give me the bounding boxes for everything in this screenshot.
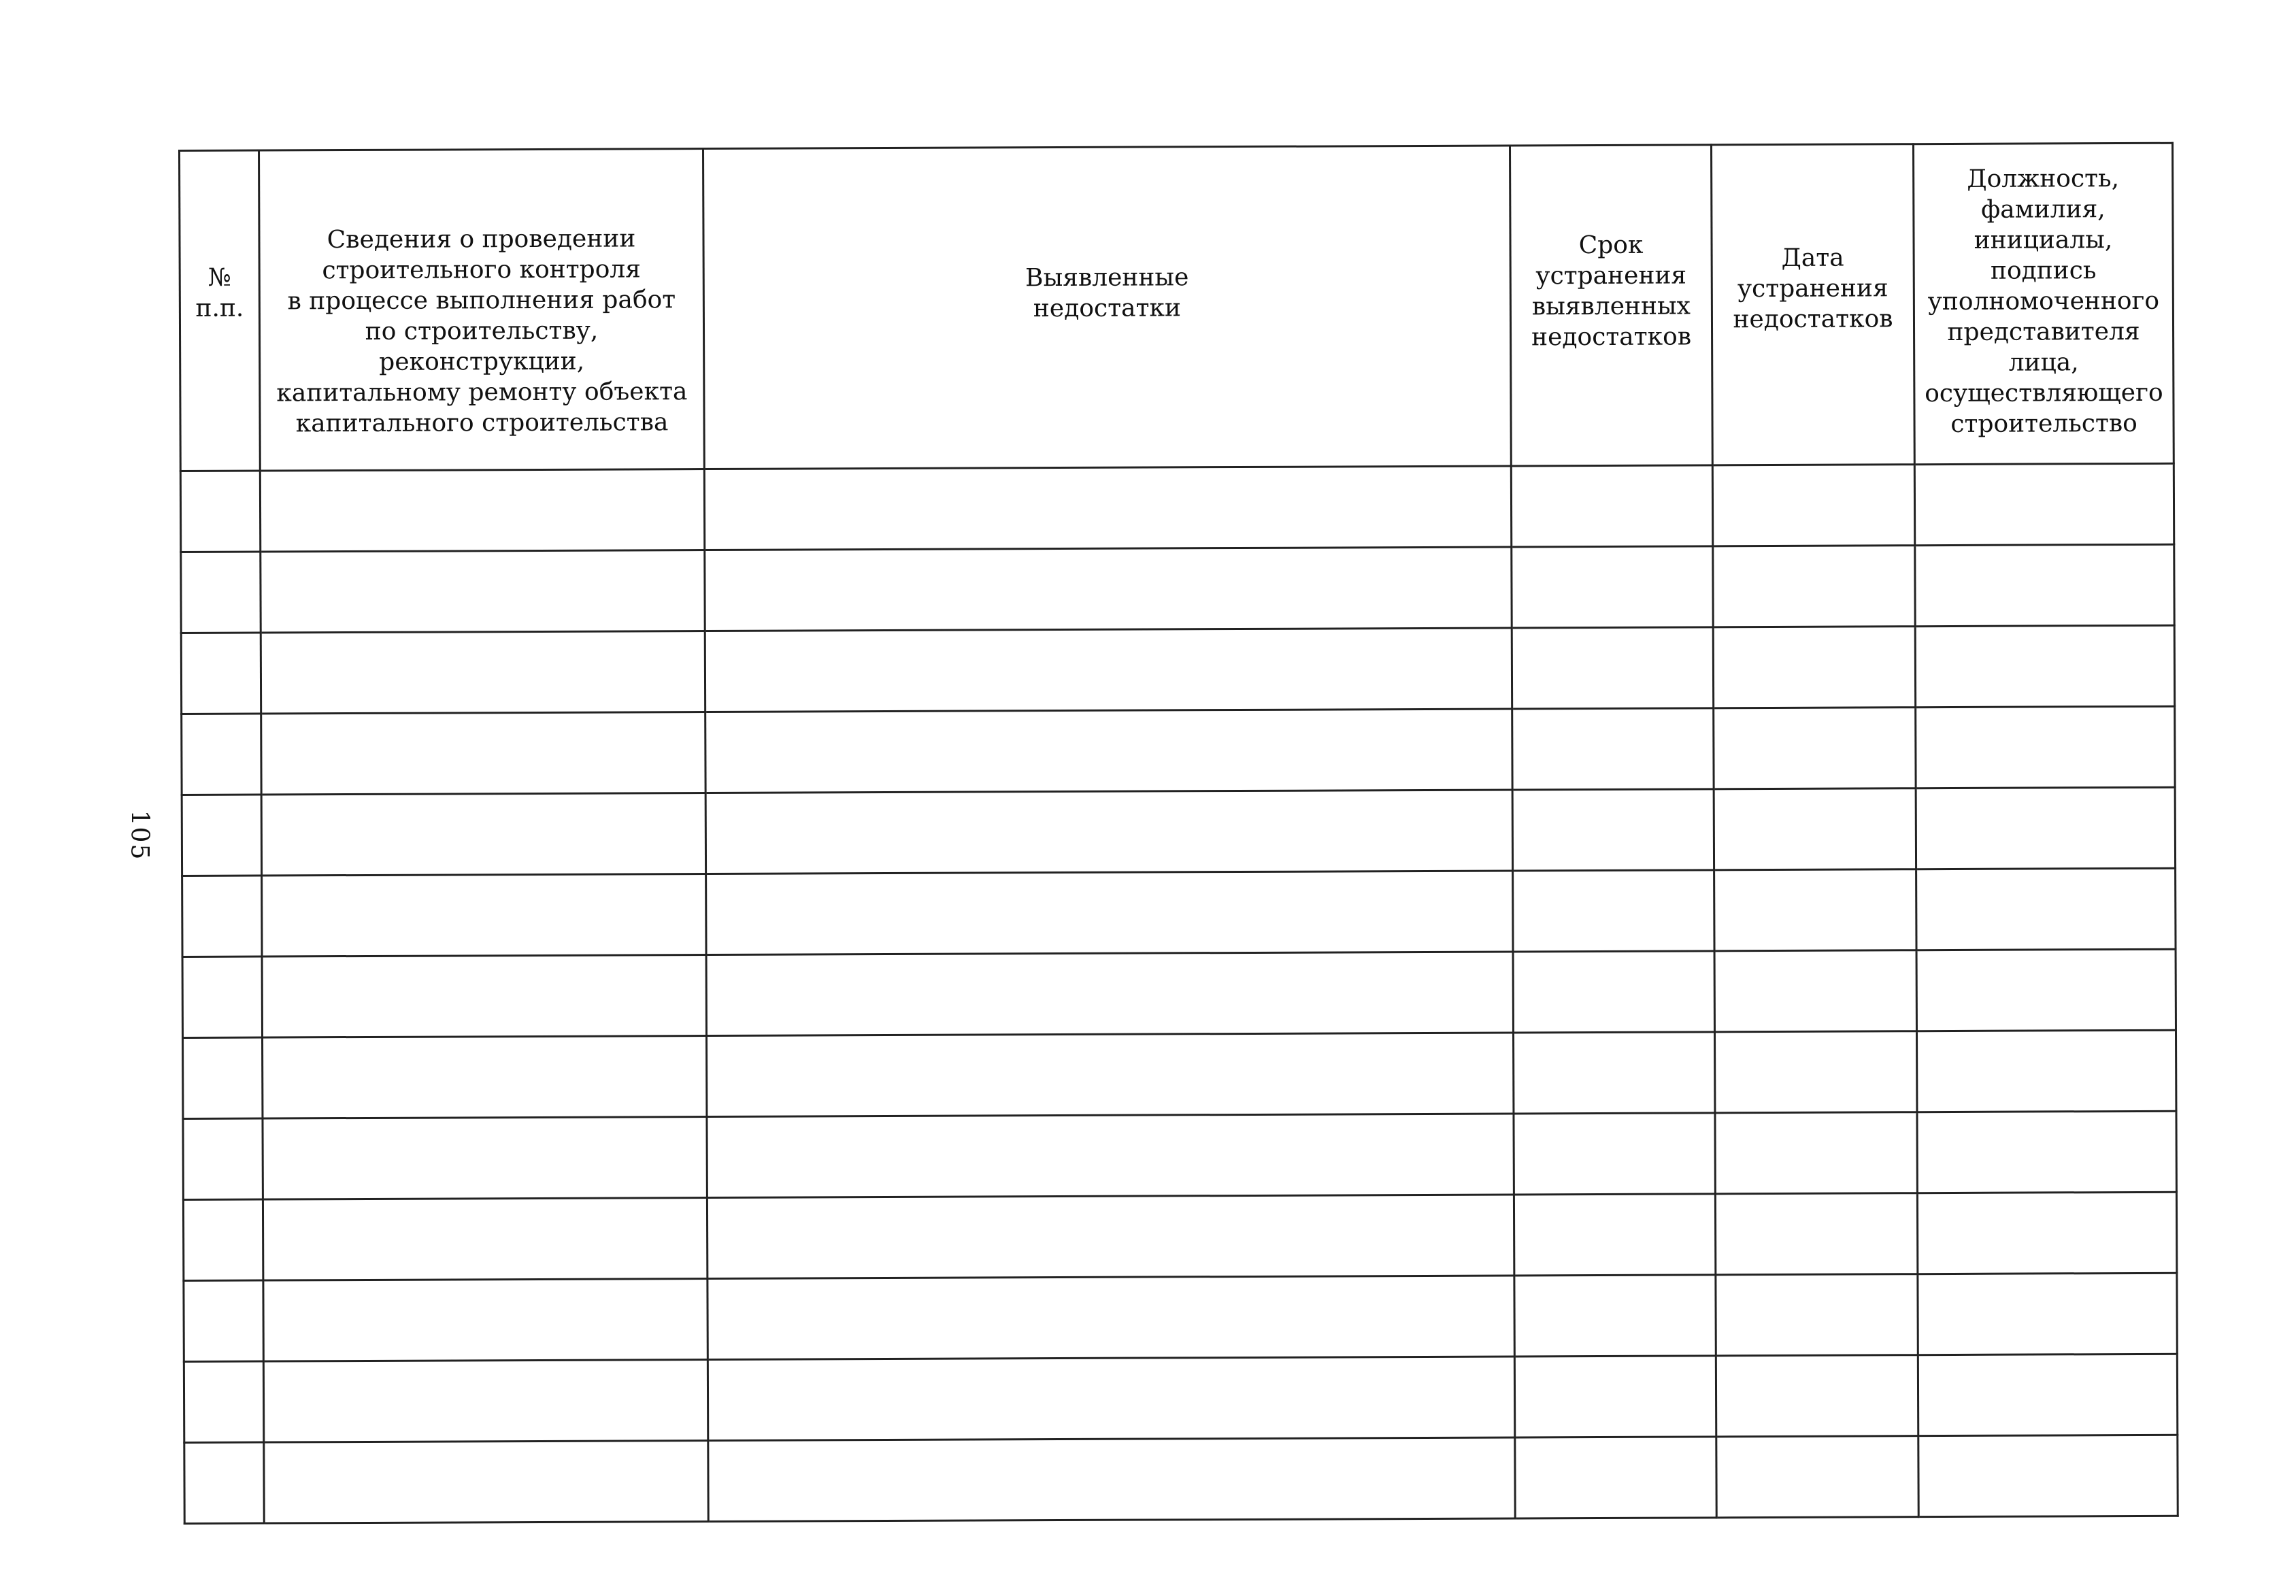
table-cell bbox=[1511, 465, 1712, 547]
table-cell bbox=[1916, 868, 2176, 950]
table-cell bbox=[182, 795, 261, 876]
table-row bbox=[183, 1030, 2176, 1118]
table-cell bbox=[261, 550, 705, 633]
table-cell bbox=[1714, 869, 1916, 951]
table-cell bbox=[1915, 625, 2174, 707]
table-cell bbox=[261, 631, 705, 714]
table-cell bbox=[182, 957, 262, 1037]
table-cell bbox=[1714, 788, 1916, 870]
table-cell bbox=[1512, 627, 1713, 709]
table-cell bbox=[705, 790, 1512, 874]
table-cell bbox=[707, 1033, 1514, 1117]
table-row bbox=[182, 868, 2176, 957]
header-control-info: Сведения о проведении строительного контроля в процессе выполнения работ по строительству, реконструкции, капитальному ремонту объекта капитального строительства bbox=[259, 149, 705, 471]
table-cell bbox=[1914, 463, 2174, 545]
table-row bbox=[183, 1111, 2176, 1199]
table-cell bbox=[706, 952, 1513, 1036]
table-cell bbox=[184, 1361, 263, 1442]
table-cell bbox=[1716, 1355, 1918, 1437]
table-cell bbox=[1918, 1435, 2178, 1516]
table-cell bbox=[1916, 1030, 2176, 1112]
table-cell bbox=[1715, 1112, 1917, 1194]
table-cell bbox=[707, 1114, 1514, 1198]
table-cell bbox=[263, 1360, 708, 1443]
table-row bbox=[180, 463, 2174, 552]
table-cell bbox=[182, 714, 261, 795]
table-cell bbox=[181, 633, 261, 714]
table-cell bbox=[1514, 1194, 1715, 1276]
table-cell bbox=[708, 1276, 1514, 1360]
table-row bbox=[184, 1354, 2177, 1442]
table-cell bbox=[705, 709, 1512, 793]
table-cell bbox=[1716, 1436, 1918, 1518]
table-cell bbox=[1712, 465, 1914, 546]
table-cell bbox=[1515, 1437, 1716, 1518]
table-cell bbox=[705, 547, 1512, 631]
table-cell bbox=[260, 469, 704, 552]
header-fix-date: Дата устранения недостатков bbox=[1711, 144, 1914, 465]
table-cell bbox=[262, 955, 706, 1038]
table-row bbox=[182, 949, 2176, 1037]
table-cell bbox=[261, 712, 705, 795]
table-cell bbox=[1714, 1031, 1916, 1113]
table-cell bbox=[1512, 546, 1713, 628]
header-number: № п.п. bbox=[180, 150, 261, 471]
table-cell bbox=[183, 1199, 263, 1280]
table-cell bbox=[261, 793, 705, 876]
table-cell bbox=[183, 1037, 263, 1118]
table-row bbox=[183, 1192, 2176, 1280]
table-cell bbox=[182, 876, 262, 957]
table-cell bbox=[263, 1198, 707, 1281]
header-signature: Должность, фамилия, инициалы, подпись уполномоченного представителя лица, осуществляющего строительство bbox=[1913, 143, 2174, 464]
table-cell bbox=[1716, 1274, 1918, 1356]
table-cell bbox=[262, 874, 706, 957]
table-cell bbox=[1916, 949, 2176, 1031]
table-row bbox=[181, 625, 2174, 714]
table-cell bbox=[263, 1117, 707, 1200]
table-cell bbox=[1513, 870, 1714, 952]
table-row bbox=[184, 1273, 2177, 1361]
table-cell bbox=[1916, 706, 2175, 788]
table-cell bbox=[1714, 950, 1916, 1032]
table-cell bbox=[1513, 1032, 1714, 1114]
table-cell bbox=[263, 1279, 708, 1362]
table-cell bbox=[180, 471, 260, 552]
table-cell bbox=[184, 1280, 263, 1361]
table-cell bbox=[1915, 544, 2174, 626]
table-row bbox=[181, 544, 2174, 633]
table-body bbox=[180, 463, 2178, 1523]
table-cell bbox=[1514, 1113, 1715, 1195]
table-cell bbox=[181, 552, 261, 633]
table-cell bbox=[1514, 1356, 1716, 1437]
table-row bbox=[184, 1435, 2178, 1523]
table-cell bbox=[706, 871, 1513, 955]
header-deadline: Срок устранения выявленных недостатков bbox=[1510, 145, 1712, 466]
table-cell bbox=[1916, 787, 2175, 869]
table-cell bbox=[264, 1441, 708, 1524]
table-cell bbox=[184, 1442, 264, 1523]
table-cell bbox=[1918, 1354, 2177, 1435]
table-cell bbox=[183, 1118, 263, 1199]
table-cell bbox=[707, 1195, 1514, 1279]
table-cell bbox=[1917, 1111, 2176, 1193]
table-cell bbox=[708, 1437, 1515, 1522]
table-cell bbox=[1714, 708, 1916, 789]
table-row bbox=[182, 787, 2175, 876]
table-cell bbox=[1917, 1192, 2176, 1274]
inspection-table bbox=[178, 142, 2179, 1525]
header-defects: Выявленные недостатки bbox=[703, 146, 1512, 469]
table-cell bbox=[1715, 1193, 1917, 1275]
table-cell bbox=[1512, 789, 1714, 871]
table-cell bbox=[705, 628, 1512, 712]
table-cell bbox=[1514, 1275, 1716, 1357]
table-row bbox=[182, 706, 2175, 795]
table-cell bbox=[704, 466, 1511, 550]
table-cell bbox=[708, 1357, 1514, 1441]
header-row bbox=[180, 143, 2174, 471]
table-cell bbox=[263, 1036, 707, 1119]
table-cell bbox=[1918, 1273, 2177, 1354]
page-number: 105 bbox=[125, 810, 154, 861]
table-cell bbox=[1713, 627, 1915, 708]
table-cell bbox=[1512, 708, 1714, 790]
table-cell bbox=[1713, 546, 1915, 627]
table-cell bbox=[1513, 951, 1714, 1033]
